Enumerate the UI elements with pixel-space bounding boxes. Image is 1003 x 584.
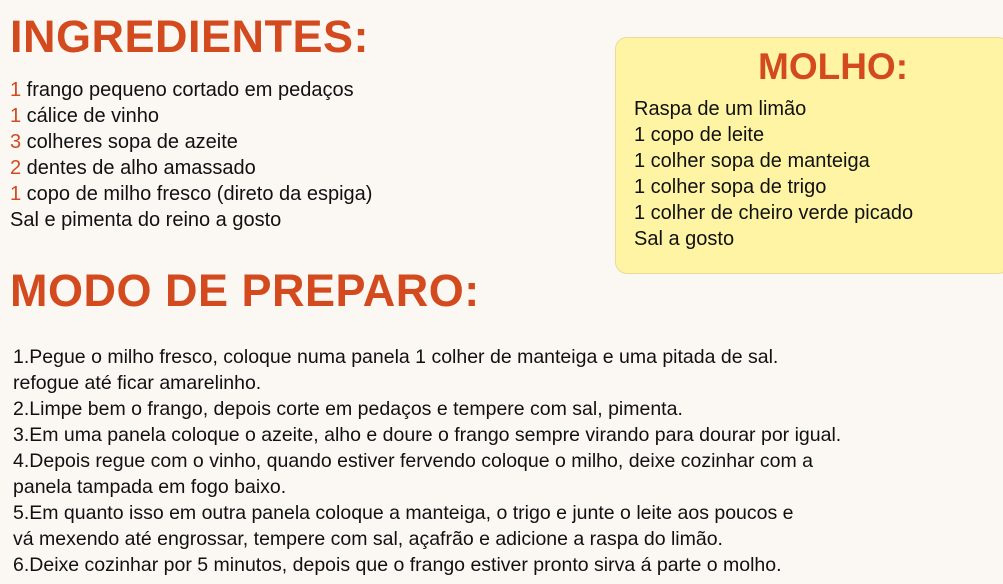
- preparo-line: refogue até ficar amarelinho.: [13, 372, 262, 394]
- ingredient-text: colheres sopa de azeite: [21, 131, 238, 153]
- preparo-line: 6.Deixe cozinhar por 5 minutos, depois que o frango estiver pronto sirva á parte o molho.: [13, 554, 782, 576]
- ingredient-qty: 1: [10, 79, 22, 101]
- molho-heading: MOLHO:: [758, 46, 909, 87]
- ingredient-item: [10, 207, 372, 233]
- preparo-line: 5.Em quanto isso em outra panela coloque a manteiga, o trigo e junte o leite aos poucos e: [13, 502, 794, 524]
- ingredient-item: [10, 155, 372, 181]
- preparo-line: vá mexendo até engrossar, tempere com sal, açafrão e adicione a raspa do limão.: [13, 528, 723, 550]
- preparo-line: 1.Pegue o milho fresco, coloque numa panela 1 colher de manteiga e uma pitada de sal.: [13, 346, 779, 368]
- ingredient-qty: 3: [10, 131, 22, 153]
- molho-item: Sal a gosto: [634, 228, 735, 250]
- ingredient-qty: 1: [10, 105, 22, 127]
- ingredient-item: [10, 181, 372, 207]
- molho-list: [634, 96, 913, 252]
- ingredient-item: [10, 103, 372, 129]
- ingredients-heading: INGREDIENTES:: [10, 11, 370, 62]
- preparo-heading: MODO DE PREPARO:: [10, 265, 480, 316]
- ingredient-text: frango pequeno cortado em pedaços: [21, 79, 354, 101]
- ingredient-text: cálice de vinho: [21, 105, 159, 127]
- preparo-line: 2.Limpe bem o frango, depois corte em pedaços e tempere com sal, pimenta.: [13, 398, 683, 420]
- molho-item: Raspa de um limão: [634, 98, 807, 120]
- molho-item: 1 colher sopa de trigo: [634, 176, 827, 198]
- preparo-line: 3.Em uma panela coloque o azeite, alho e doure o frango sempre virando para dourar por igual.: [13, 424, 842, 446]
- molho-item: 1 colher sopa de manteiga: [634, 150, 870, 172]
- molho-item: 1 copo de leite: [634, 124, 765, 146]
- ingredient-item: [10, 77, 372, 103]
- preparo-steps: [13, 344, 1003, 578]
- ingredient-text: Sal e pimenta do reino a gosto: [10, 209, 282, 231]
- ingredient-text: copo de milho fresco (direto da espiga): [21, 183, 373, 205]
- ingredients-list: [10, 77, 372, 233]
- preparo-line: panela tampada em fogo baixo.: [13, 476, 287, 498]
- ingredient-item: [10, 129, 372, 155]
- molho-item: 1 colher de cheiro verde picado: [634, 202, 914, 224]
- ingredient-qty: 1: [10, 183, 22, 205]
- ingredient-qty: 2: [10, 157, 22, 179]
- ingredient-text: dentes de alho amassado: [21, 157, 256, 179]
- molho-box: [615, 37, 1003, 274]
- preparo-line: 4.Depois regue com o vinho, quando estiver fervendo coloque o milho, deixe cozinhar com a: [13, 450, 813, 472]
